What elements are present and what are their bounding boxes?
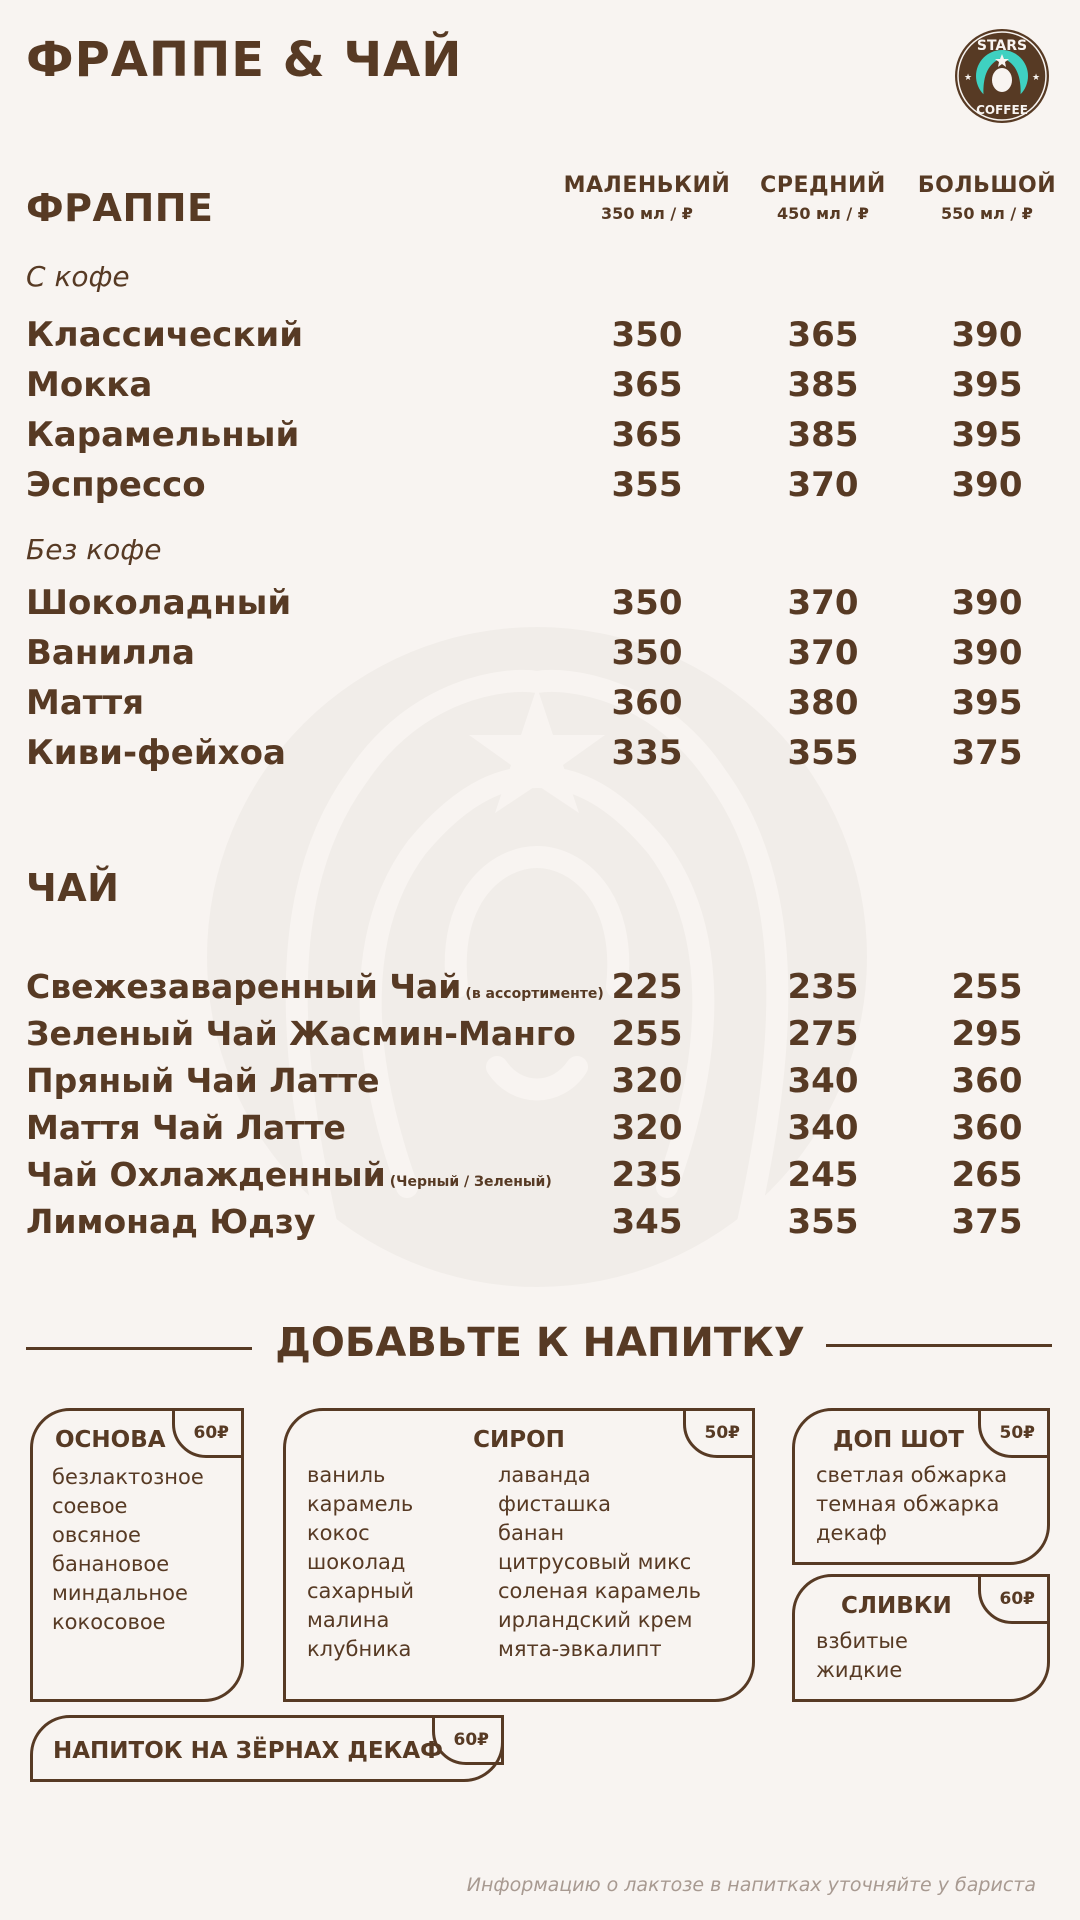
option-item: цитрусовый микс bbox=[498, 1550, 692, 1574]
addon-card-base bbox=[30, 1408, 244, 1702]
item-note: (Черный / Зеленый) bbox=[389, 1174, 552, 1190]
option-list bbox=[52, 1463, 204, 1637]
option-item: декаф bbox=[816, 1521, 887, 1545]
item-name: Эспрессо bbox=[26, 465, 206, 505]
price-medium: 340 bbox=[787, 1108, 859, 1148]
price-small: 350 bbox=[611, 315, 683, 355]
page-title: ФРАППЕ & ЧАЙ bbox=[26, 32, 463, 88]
price-medium: 365 bbox=[787, 315, 859, 355]
option-item: жидкие bbox=[816, 1658, 903, 1682]
card-title: ДОП ШОТ bbox=[833, 1427, 964, 1453]
size-volume: 350 мл / ₽ bbox=[601, 204, 693, 223]
price-medium: 355 bbox=[787, 1202, 859, 1242]
option-list-col1 bbox=[307, 1461, 414, 1664]
card-title: ОСНОВА bbox=[55, 1427, 166, 1453]
price-small: 345 bbox=[611, 1202, 683, 1242]
option-item: клубника bbox=[307, 1637, 412, 1661]
price-large: 395 bbox=[951, 415, 1023, 455]
option-list bbox=[816, 1461, 1007, 1548]
item-name-text: Чай Охлажденный bbox=[26, 1155, 386, 1194]
menu-row bbox=[0, 628, 1080, 678]
price-medium: 370 bbox=[787, 583, 859, 623]
card-title: СЛИВКИ bbox=[841, 1593, 952, 1619]
price-small: 360 bbox=[611, 683, 683, 723]
addon-card-syrup bbox=[283, 1408, 755, 1702]
option-item: ирландский крем bbox=[498, 1608, 693, 1632]
option-item: ваниль bbox=[307, 1463, 386, 1487]
price-small: 225 bbox=[611, 967, 683, 1007]
price-large: 255 bbox=[951, 967, 1023, 1007]
item-name: Маття Чай Латте bbox=[26, 1108, 346, 1147]
svg-text:COFFEE: COFFEE bbox=[976, 103, 1028, 117]
size-header-large bbox=[897, 173, 1077, 223]
item-note: (в ассортименте) bbox=[465, 986, 604, 1002]
addon-card-extra-shot bbox=[792, 1408, 1050, 1565]
price-medium: 370 bbox=[787, 465, 859, 505]
price-medium: 340 bbox=[787, 1061, 859, 1101]
menu-row bbox=[0, 410, 1080, 460]
size-name: СРЕДНИЙ bbox=[760, 173, 886, 198]
price-small: 235 bbox=[611, 1155, 683, 1195]
item-name: Мокка bbox=[26, 365, 153, 405]
price-medium: 245 bbox=[787, 1155, 859, 1195]
section-title-tea: ЧАЙ bbox=[26, 866, 120, 910]
option-item: шоколад bbox=[307, 1550, 406, 1574]
size-name: БОЛЬШОЙ bbox=[917, 173, 1057, 198]
menu-row bbox=[0, 1009, 1080, 1059]
size-header-medium bbox=[733, 173, 913, 223]
addons-title: ДОБАВЬТЕ К НАПИТКУ bbox=[275, 1320, 805, 1366]
price-medium: 275 bbox=[787, 1014, 859, 1054]
option-list-col2 bbox=[498, 1461, 701, 1664]
option-item: миндальное bbox=[52, 1581, 188, 1605]
section-title-frappe: ФРАППЕ bbox=[26, 186, 214, 230]
menu-row bbox=[0, 1150, 1080, 1200]
menu-row bbox=[0, 1197, 1080, 1247]
price-large: 360 bbox=[951, 1108, 1023, 1148]
option-item: банан bbox=[498, 1521, 565, 1545]
option-item: безлактозное bbox=[52, 1465, 204, 1489]
item-name: Классический bbox=[26, 315, 304, 355]
price-large: 360 bbox=[951, 1061, 1023, 1101]
price-large: 265 bbox=[951, 1155, 1023, 1195]
price-medium: 385 bbox=[787, 415, 859, 455]
price-small: 355 bbox=[611, 465, 683, 505]
addon-card-cream bbox=[792, 1574, 1050, 1702]
item-name: Зеленый Чай Жасмин-Манго bbox=[26, 1014, 576, 1053]
subsection-without-coffee: Без кофе bbox=[26, 533, 162, 566]
option-item: карамель bbox=[307, 1492, 414, 1516]
price-large: 390 bbox=[951, 465, 1023, 505]
svg-text:★: ★ bbox=[963, 73, 973, 83]
price-large: 295 bbox=[951, 1014, 1023, 1054]
size-name: МАЛЕНЬКИЙ bbox=[563, 173, 731, 198]
menu-row bbox=[0, 360, 1080, 410]
option-item: фисташка bbox=[498, 1492, 612, 1516]
menu-row bbox=[0, 1103, 1080, 1153]
price-large: 390 bbox=[951, 583, 1023, 623]
option-item: овсяное bbox=[52, 1523, 141, 1547]
item-name: Киви-фейхоа bbox=[26, 733, 286, 773]
price-small: 365 bbox=[611, 365, 683, 405]
option-item: лаванда bbox=[498, 1463, 591, 1487]
price-large: 375 bbox=[951, 733, 1023, 773]
price-small: 350 bbox=[611, 583, 683, 623]
price-badge: 60₽ bbox=[172, 1408, 244, 1458]
option-item: сахарный bbox=[307, 1579, 414, 1603]
price-large: 375 bbox=[951, 1202, 1023, 1242]
item-name: Пряный Чай Латте bbox=[26, 1061, 380, 1100]
size-header-small bbox=[557, 173, 737, 223]
price-medium: 355 bbox=[787, 733, 859, 773]
menu-row bbox=[0, 962, 1080, 1012]
price-badge: 50₽ bbox=[978, 1408, 1050, 1458]
price-badge: 60₽ bbox=[432, 1715, 504, 1765]
item-name: Шоколадный bbox=[26, 583, 292, 623]
size-volume: 550 мл / ₽ bbox=[941, 204, 1033, 223]
option-item: соленая карамель bbox=[498, 1579, 701, 1603]
price-large: 395 bbox=[951, 683, 1023, 723]
item-name: Маття bbox=[26, 683, 145, 723]
option-item: малина bbox=[307, 1608, 390, 1632]
menu-row bbox=[0, 310, 1080, 360]
price-large: 390 bbox=[951, 633, 1023, 673]
divider-right bbox=[826, 1344, 1052, 1347]
price-large: 390 bbox=[951, 315, 1023, 355]
price-badge: 50₽ bbox=[683, 1408, 755, 1458]
item-name: Ванилла bbox=[26, 633, 195, 673]
option-item: кокос bbox=[307, 1521, 370, 1545]
price-medium: 370 bbox=[787, 633, 859, 673]
svg-text:★: ★ bbox=[1031, 73, 1041, 83]
option-list bbox=[816, 1627, 908, 1685]
subsection-with-coffee: С кофе bbox=[26, 260, 130, 293]
item-name: Лимонад Юдзу bbox=[26, 1202, 316, 1241]
menu-row bbox=[0, 578, 1080, 628]
svg-text:STARS: STARS bbox=[976, 38, 1028, 54]
price-medium: 235 bbox=[787, 967, 859, 1007]
option-item: кокосовое bbox=[52, 1610, 166, 1634]
price-large: 395 bbox=[951, 365, 1023, 405]
price-small: 365 bbox=[611, 415, 683, 455]
addon-card-decaf bbox=[30, 1715, 504, 1782]
price-small: 350 bbox=[611, 633, 683, 673]
size-volume: 450 мл / ₽ bbox=[777, 204, 869, 223]
price-small: 320 bbox=[611, 1108, 683, 1148]
price-badge: 60₽ bbox=[978, 1574, 1050, 1624]
option-item: банановое bbox=[52, 1552, 170, 1576]
price-medium: 385 bbox=[787, 365, 859, 405]
menu-row bbox=[0, 678, 1080, 728]
option-item: мята-эвкалипт bbox=[498, 1637, 662, 1661]
price-small: 255 bbox=[611, 1014, 683, 1054]
price-medium: 380 bbox=[787, 683, 859, 723]
option-item: взбитые bbox=[816, 1629, 908, 1653]
card-title: СИРОП bbox=[473, 1427, 565, 1453]
option-item: темная обжарка bbox=[816, 1492, 1000, 1516]
menu-row bbox=[0, 1056, 1080, 1106]
menu-row bbox=[0, 460, 1080, 510]
item-name-text: Свежезаваренный Чай bbox=[26, 967, 462, 1006]
card-title: НАПИТОК НА ЗЁРНАХ ДЕКАФ bbox=[53, 1738, 443, 1764]
option-item: светлая обжарка bbox=[816, 1463, 1008, 1487]
option-item: соевое bbox=[52, 1494, 128, 1518]
stars-coffee-logo-icon bbox=[954, 28, 1050, 124]
item-name: Карамельный bbox=[26, 415, 300, 455]
price-small: 335 bbox=[611, 733, 683, 773]
price-small: 320 bbox=[611, 1061, 683, 1101]
menu-row bbox=[0, 728, 1080, 778]
lactose-info-note: Информацию о лактозе в напитках уточняйте у бариста bbox=[466, 1874, 1036, 1896]
